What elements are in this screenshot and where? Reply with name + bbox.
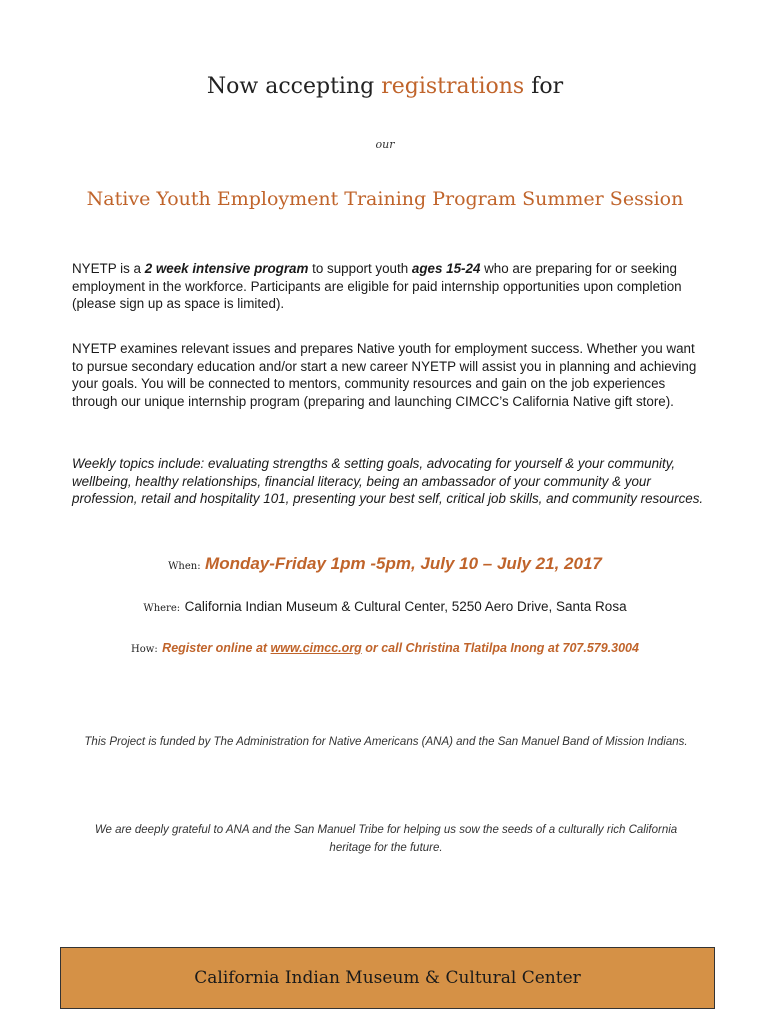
- how-value: [162, 641, 639, 655]
- weekly-topics-paragraph: Weekly topics include: evaluating strengths & setting goals, advocating for yourself & your community, wellbeing, healthy relationships, financial literacy, being an ambassador of your community & your profession, retail and hospitality 101, presenting your best self, critical job skills, and community resources.: [72, 456, 704, 506]
- where-row: [0, 598, 770, 616]
- intro-text-2: to support youth: [308, 261, 412, 276]
- intro-bold-ages: ages 15-24: [411, 261, 481, 276]
- footer-organization-name: California Indian Museum & Cultural Center: [194, 968, 581, 988]
- headline-accent: registrations: [381, 74, 525, 99]
- subword: our: [375, 138, 395, 151]
- when-label: When:: [168, 561, 201, 572]
- funding-note: This Project is funded by The Administration for Native Americans (ANA) and the San Manuel Band of Mission Indians.: [84, 736, 688, 748]
- intro-text-1: NYETP is a: [72, 261, 145, 276]
- intro-paragraph: [72, 260, 706, 313]
- intro-text-3: who are preparing for or seeking employment in the workforce. Participants are eligible for paid internship opportunities upon completion (please sign up as space is limited).: [72, 261, 682, 311]
- website-link[interactable]: www.cimcc.org: [270, 641, 362, 655]
- headline-before: Now accepting: [206, 74, 382, 99]
- intro-bold-duration: 2 week intensive program: [144, 261, 309, 276]
- when-row: [0, 554, 770, 574]
- when-value: Monday-Friday 1pm -5pm, July 10 – July 21, 2017: [205, 554, 602, 573]
- how-label: How:: [131, 644, 158, 655]
- headline: [0, 74, 770, 99]
- how-pre: Register online at: [162, 641, 271, 655]
- gratitude-note: We are deeply grateful to ANA and the San Manuel Tribe for helping us sow the seeds of a culturally rich California heritage for the future.: [94, 824, 678, 854]
- program-title: Native Youth Employment Training Program Summer Session: [86, 188, 684, 210]
- description-paragraph: NYETP examines relevant issues and prepares Native youth for employment success. Whether you want to pursue secondary education and/or start a new career NYETP will assist you in planning and achieving your goals. You will be connected to mentors, community resources and gain on the job experiences through our unique internship program (preparing and launching CIMCC’s California Native gift store).: [72, 341, 697, 409]
- how-post: or call Christina Tlatilpa Inong at 707.579.3004: [361, 641, 639, 655]
- where-value: California Indian Museum & Cultural Center, 5250 Aero Drive, Santa Rosa: [184, 599, 627, 614]
- footer-band: [60, 947, 715, 1009]
- headline-after: for: [524, 74, 564, 99]
- where-label: Where:: [143, 603, 181, 614]
- how-row: [0, 639, 770, 657]
